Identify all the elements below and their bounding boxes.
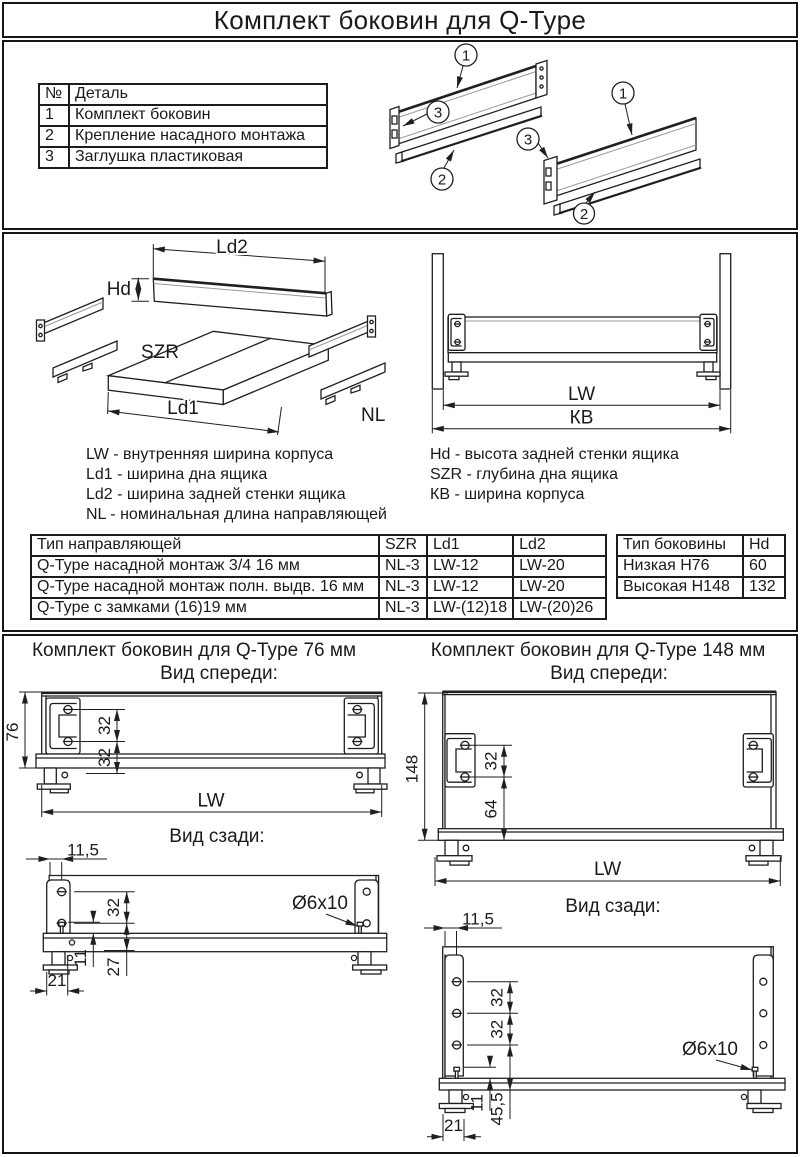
legend-item: Ld2 - ширина задней стенки ящика: [86, 486, 346, 503]
section-parts: [2, 40, 798, 230]
table-row: [617, 535, 785, 556]
side-table-header: Тип боковины: [617, 535, 743, 556]
dim-32: 32: [95, 748, 114, 767]
table-row: [31, 598, 606, 619]
rail-ld2: LW-20: [513, 556, 606, 577]
back-wall-panel: [153, 279, 332, 316]
legend-item: LW - внутренняя ширина корпуса: [86, 446, 334, 463]
rail-szr: NL-3: [379, 577, 427, 598]
side-type: Низкая H76: [617, 556, 743, 577]
dim-11-5: 11,5: [462, 909, 494, 929]
rail-ld2: LW-(20)26: [513, 598, 606, 619]
dim-11: 11: [467, 1094, 487, 1112]
rails-left: [37, 298, 118, 383]
plastic-cap: [390, 107, 399, 149]
rail-table-header: Тип направляющей: [31, 535, 379, 556]
callout-number: 3: [433, 104, 443, 122]
front-view-76-drawing: [3, 685, 396, 827]
plastic-cap: [544, 157, 557, 205]
table-row: [31, 535, 606, 556]
view-label-front-76: Вид спереди:: [160, 663, 278, 684]
legend-item: Hd - высота задней стенки ящика: [430, 446, 679, 463]
cabinet-wall-left: [432, 254, 443, 389]
dim-32: 32: [104, 898, 123, 917]
dim-hole: Ø6x10: [292, 893, 348, 914]
part-name: Крепление насадного монтажа: [69, 126, 327, 147]
dim-lw: LW: [568, 384, 596, 405]
table-row: [617, 556, 785, 577]
table-row: [39, 105, 327, 126]
section-dimensions: [2, 232, 798, 632]
legend-item: NL - номинальная длина направляющей: [86, 506, 387, 523]
dim-32: 32: [487, 988, 507, 1007]
dim-ld2: Ld2: [216, 237, 248, 258]
exploded-drawer-drawing: [25, 237, 425, 440]
drawer-assembly: [445, 314, 720, 379]
part-name: Заглушка пластиковая: [69, 147, 327, 168]
side-table-header: Hd: [743, 535, 785, 556]
dim-hole: Ø6x10: [682, 1039, 738, 1060]
cabinet-wall-right: [720, 254, 731, 389]
callout-number: 1: [461, 47, 471, 65]
rail-type: Q-Type насадной монтаж полн. выдв. 16 мм: [31, 577, 379, 598]
rail-szr: NL-3: [379, 598, 427, 619]
dim-64: 64: [481, 799, 501, 819]
rail-ld2: LW-20: [513, 577, 606, 598]
callout-1: [455, 44, 477, 88]
dim-76: 76: [3, 722, 22, 742]
callout-number: 3: [523, 131, 533, 149]
drawer-side-profile: [437, 692, 783, 865]
legend-item: SZR - глубина дна ящика: [430, 466, 619, 483]
view-label-rear-148: Вид сзади:: [565, 896, 661, 917]
table-row: [39, 147, 327, 168]
view-label-front-148: Вид спереди:: [550, 663, 668, 684]
dim-27: 27: [104, 957, 123, 977]
part-num: 1: [39, 105, 69, 126]
rail-szr: NL-3: [379, 556, 427, 577]
drawer-rear-profile: [43, 876, 386, 975]
side-type-table: [616, 534, 786, 599]
rail-type: Q-Type насадной монтаж 3/4 16 мм: [31, 556, 379, 577]
dim-nl: NL: [361, 405, 386, 426]
view-label-rear-76: Вид сзади:: [169, 826, 265, 847]
side-hd: 132: [743, 577, 785, 598]
parts-table-header-name: Деталь: [69, 84, 327, 105]
cabinet-front-view-drawing: [428, 240, 796, 438]
subsection-title-148: Комплект боковин для Q-Type 148 мм: [430, 640, 766, 661]
dim-32: 32: [481, 751, 501, 771]
rear-view-76-drawing: [6, 840, 396, 1003]
dim-lw: LW: [197, 790, 225, 812]
callout-number: 2: [579, 205, 589, 223]
page-title: Комплект боковин для Q-Type: [213, 4, 587, 35]
dim-lw: LW: [594, 859, 622, 880]
legend-item: КВ - ширина корпуса: [430, 486, 585, 503]
drawer-side-right-iso: [544, 118, 700, 215]
rail-table-header: Ld2: [513, 535, 606, 556]
dim-32: 32: [487, 1019, 507, 1039]
dim-21: 21: [47, 971, 67, 990]
rail-type: Q-Type с замками (16)19 мм: [31, 598, 379, 619]
callout-3: [517, 128, 548, 158]
isometric-drawing: [378, 42, 796, 226]
table-row: [617, 577, 785, 598]
subsection-title-76: Комплект боковин для Q-Type 76 мм: [31, 640, 357, 661]
rail-table-header: Ld1: [427, 535, 513, 556]
part-name: Комплект боковин: [69, 105, 327, 126]
callout-2: [431, 150, 454, 190]
rail-ld1: LW-12: [427, 556, 513, 577]
dim-32: 32: [95, 716, 114, 735]
rail-type-table: [30, 534, 607, 620]
dim-11-5: 11,5: [67, 840, 99, 860]
table-row: [31, 556, 606, 577]
dim-ld1: Ld1: [167, 398, 199, 419]
side-hd: 60: [743, 556, 785, 577]
front-view-148-drawing: [402, 685, 798, 889]
table-row: [39, 126, 327, 147]
title-bar: [2, 2, 798, 38]
dim-hd: Hd: [106, 279, 131, 300]
legend-item: Ld1 - ширина дна ящика: [86, 466, 268, 483]
rail-ld1: LW-12: [427, 577, 513, 598]
drawer-side-profile: [36, 692, 387, 793]
table-row: [31, 577, 606, 598]
dim-45-5: 45,5: [487, 1092, 507, 1126]
legend-right: [430, 445, 679, 505]
dim-11: 11: [71, 949, 90, 967]
rail-ld1: LW-(12)18: [427, 598, 513, 619]
parts-table-header-num: №: [39, 84, 69, 105]
dim-kb: КВ: [569, 407, 594, 429]
legend-left: [86, 445, 387, 525]
rear-view-148-drawing: [408, 909, 798, 1148]
callout-1: [612, 82, 634, 135]
section-views: [2, 634, 798, 1154]
rail-table-header: SZR: [379, 535, 427, 556]
part-num: 3: [39, 147, 69, 168]
table-row: [39, 84, 327, 105]
part-num: 2: [39, 126, 69, 147]
callout-number: 1: [618, 85, 628, 103]
callout-number: 2: [437, 171, 447, 189]
parts-table: [38, 83, 328, 169]
dim-szr: SZR: [141, 342, 179, 363]
dim-148: 148: [402, 754, 422, 784]
dim-21: 21: [444, 1116, 463, 1135]
side-type: Высокая H148: [617, 577, 743, 598]
